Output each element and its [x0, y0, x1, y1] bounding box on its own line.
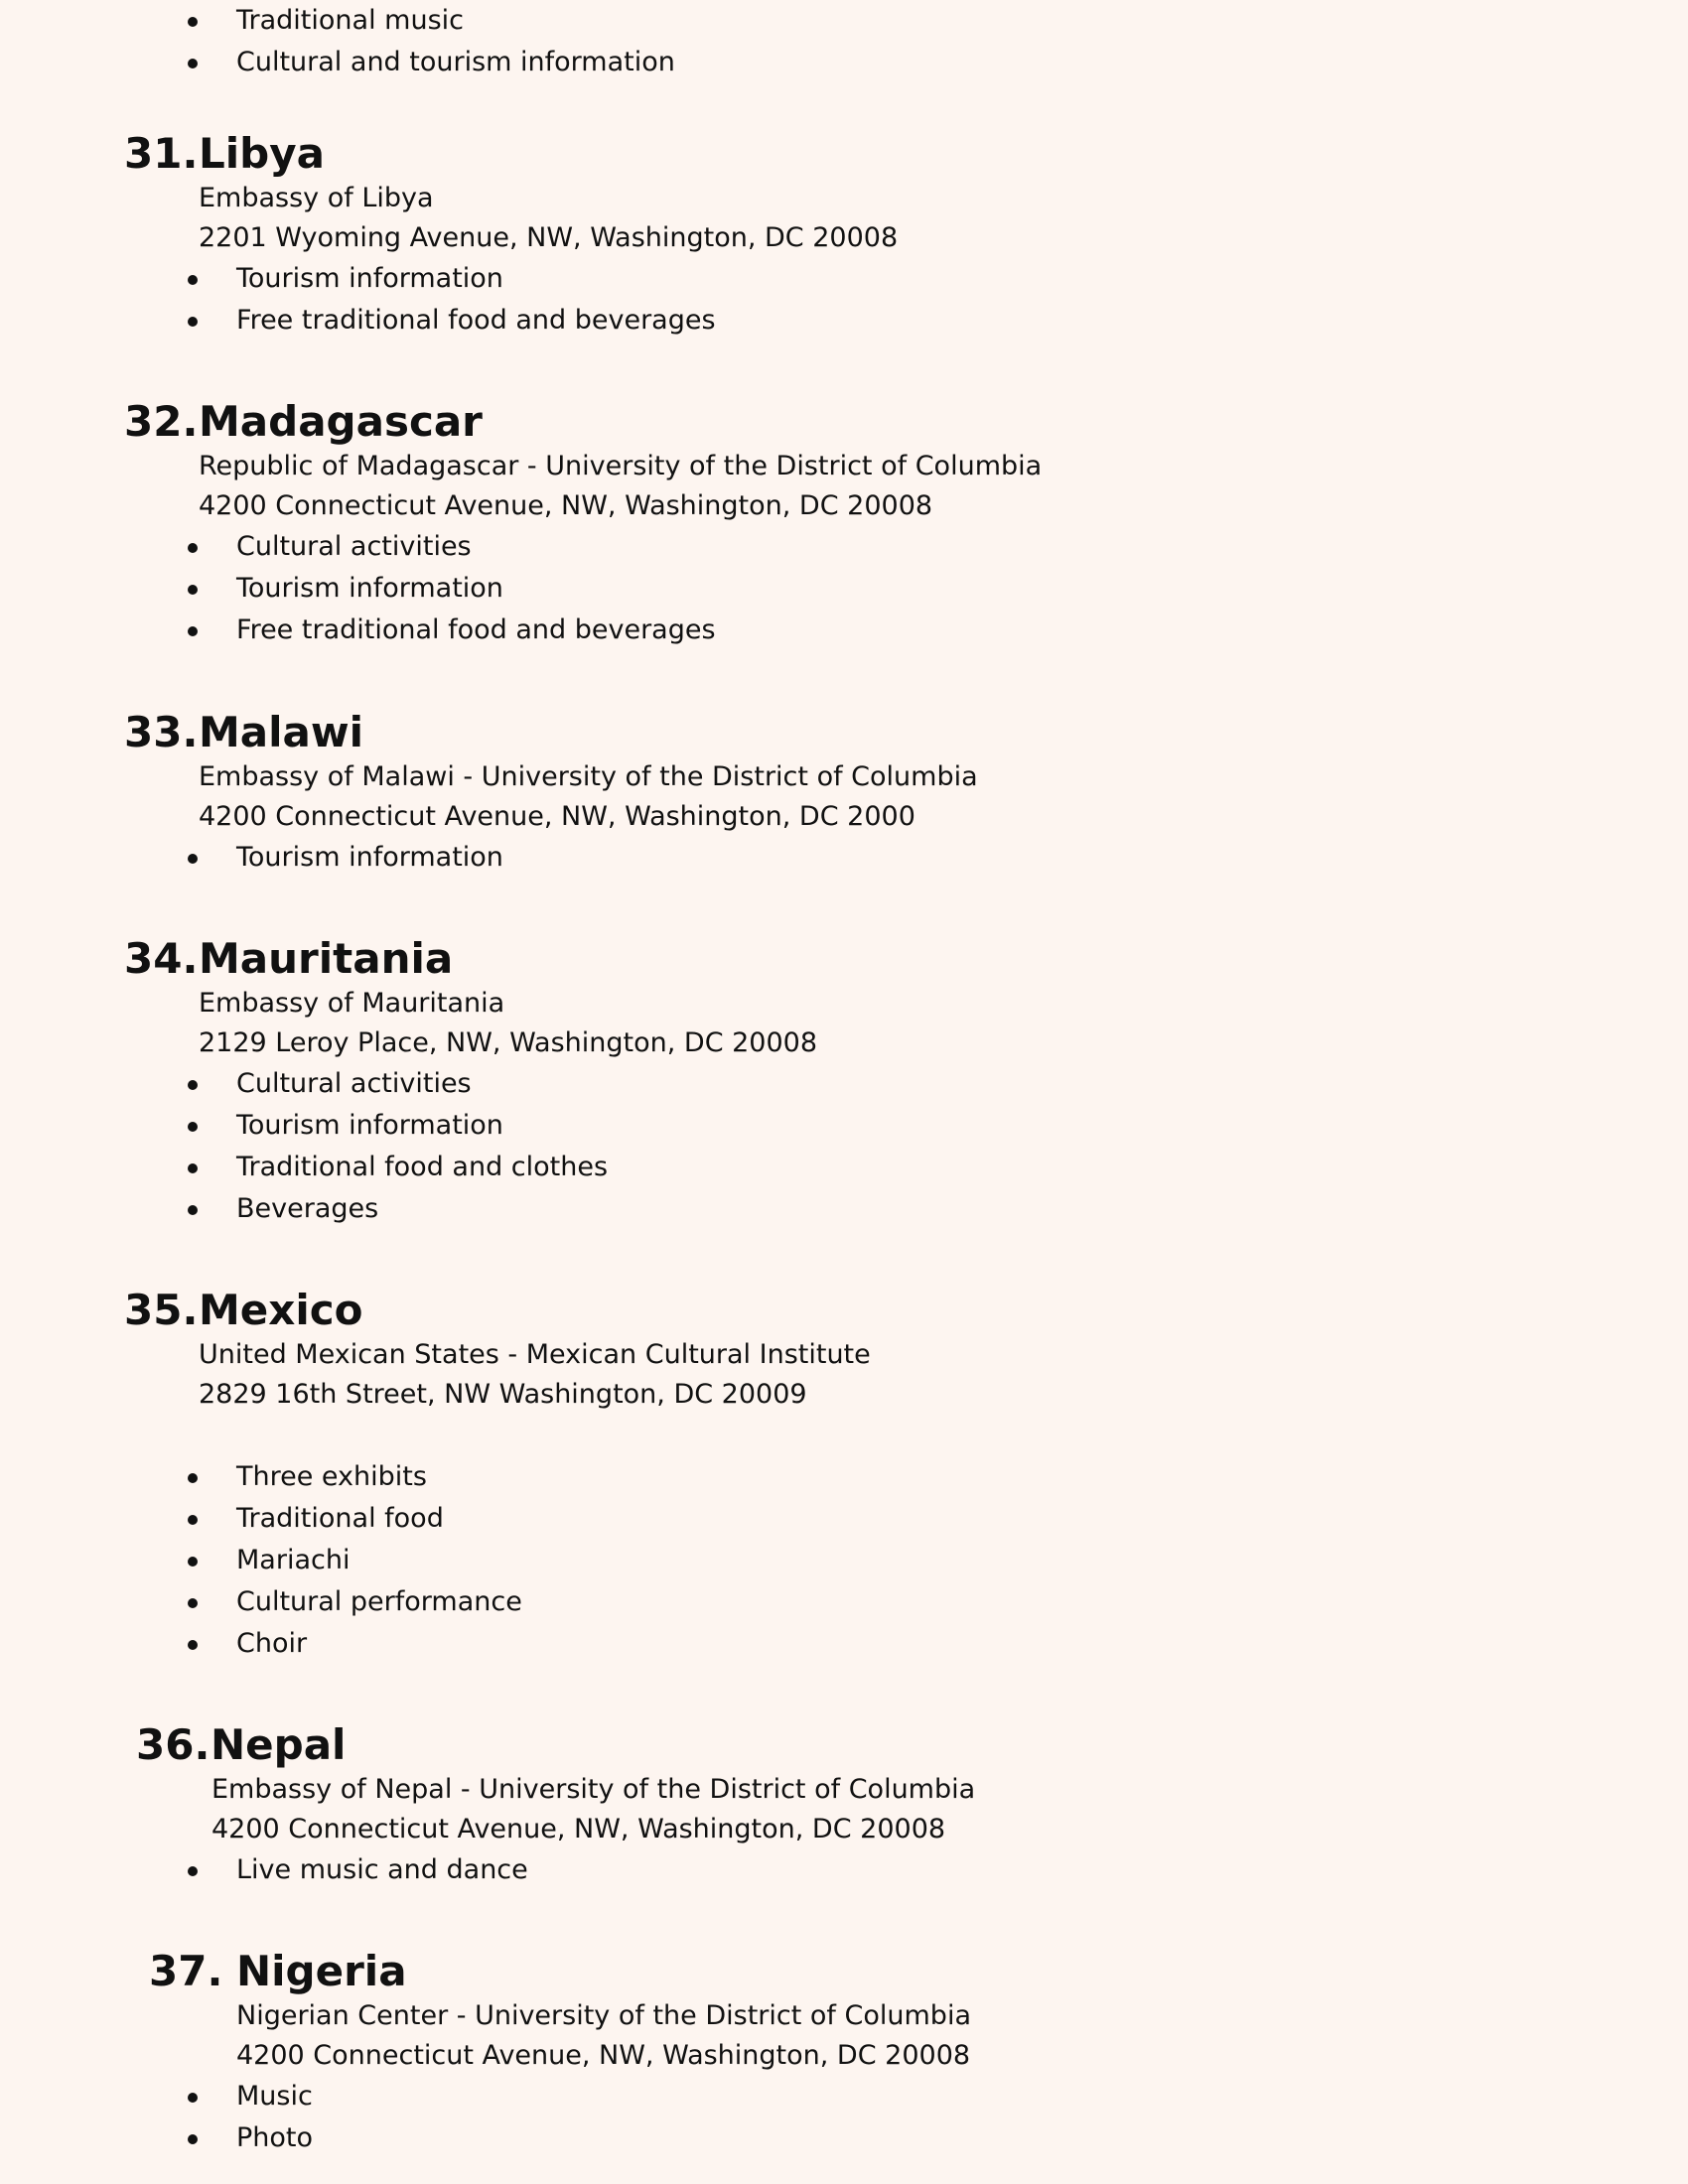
list-item: Traditional food [0, 1498, 1688, 1540]
bullet-icon [188, 543, 198, 553]
bullet-icon [188, 1205, 198, 1215]
section-heading [0, 1286, 1688, 1335]
list-item: Beverages [0, 1188, 1688, 1230]
bullet-icon [188, 1515, 198, 1525]
bullet-icon [188, 1866, 198, 1876]
bullet-icon [188, 585, 198, 595]
section-malawi [0, 708, 1688, 879]
bullet-icon [188, 2093, 198, 2103]
blank-line [0, 1415, 1688, 1456]
bullet-icon [188, 626, 198, 636]
bullet-icon [188, 275, 198, 285]
address-line: 4200 Connecticut Avenue, NW, Washington, DC 20008 [236, 2040, 971, 2071]
list-item: Live music and dance [0, 1849, 1688, 1891]
institution-line: Embassy of Malawi - University of the District of Columbia [199, 761, 978, 792]
address-line: 4200 Connecticut Avenue, NW, Washington, DC 20008 [199, 490, 933, 521]
bullet-icon [188, 2134, 198, 2144]
institution-line: United Mexican States - Mexican Cultural Institute [199, 1339, 871, 1370]
institution-line: Embassy of Nepal - University of the District of Columbia [211, 1774, 976, 1805]
bullet-icon [188, 1557, 198, 1567]
section-heading [0, 1947, 1688, 1996]
list-item: Cultural activities [0, 1063, 1688, 1105]
institution-line: Nigerian Center - University of the District of Columbia [236, 2000, 971, 2031]
section-nigeria [0, 1947, 1688, 2159]
list-item: Cultural activities [0, 526, 1688, 568]
list-item: Tourism information [0, 837, 1688, 879]
section-title: Nigeria [236, 1947, 407, 1995]
institution-line: Embassy of Mauritania [199, 988, 505, 1019]
section-mauritania [0, 934, 1688, 1230]
list-item: Cultural performance [0, 1581, 1688, 1623]
list-item: Tourism information [0, 1105, 1688, 1147]
section-heading [0, 934, 1688, 984]
bullet-icon [188, 17, 198, 27]
list-item: Tourism information [0, 258, 1688, 300]
bullet-icon [188, 59, 198, 68]
section-number: 35. [124, 1286, 199, 1334]
address-line: 2201 Wyoming Avenue, NW, Washington, DC 20008 [199, 222, 899, 253]
section-title: Libya [199, 129, 325, 178]
section-libya [0, 129, 1688, 341]
section-mexico [0, 1286, 1688, 1665]
section-nepal [0, 1720, 1688, 1891]
section-number: 36. [136, 1720, 211, 1769]
bullet-icon [188, 1122, 198, 1132]
list-item: Free traditional food and beverages [0, 300, 1688, 341]
bullet-icon [188, 1080, 198, 1090]
list-item: Three exhibits [0, 1456, 1688, 1498]
section-title: Madagascar [199, 397, 483, 446]
section-madagascar [0, 397, 1688, 651]
section-number: 32. [124, 397, 199, 446]
bullet-icon [188, 1598, 198, 1608]
bullet-icon [188, 317, 198, 327]
section-number: 33. [124, 708, 199, 756]
section-heading [0, 397, 1688, 447]
address-line: 2129 Leroy Place, NW, Washington, DC 20008 [199, 1027, 818, 1058]
section-number: 34. [124, 934, 199, 983]
section-heading [0, 708, 1688, 757]
section-title: Mauritania [199, 934, 454, 983]
list-item: Music [0, 2076, 1688, 2117]
address-line: 4200 Connecticut Avenue, NW, Washington, DC 2000 [199, 801, 915, 832]
address-line: 4200 Connecticut Avenue, NW, Washington, DC 20008 [211, 1814, 946, 1844]
institution-line: Republic of Madagascar - University of the District of Columbia [199, 451, 1043, 481]
bullet-icon [188, 1640, 198, 1650]
list-item: Free traditional food and beverages [0, 610, 1688, 651]
section-heading [0, 1720, 1688, 1770]
document-page: Traditional music Cultural and tourism information 31. Libya Embassy of Libya 2201 Wyoming Avenue, NW, Washington, DC 20008 Tourism information Free traditional food and beverages 32. Madagascar Republic of Madagascar - University of the District of Columbia 4200 Connecticut Avenue, NW, Washington, DC 20008 Cultural activities Tourism information Free traditional food and beverages 33. Malawi Embassy of Malawi - University of the District of Columbia 4200 Connecticut Avenue, NW, Washington, DC 2000 Tourism information 34. Mauritania Embassy of Mauritania 2129 Leroy Place, NW, Washington, DC 20008 Cultural activities Tourism information Traditional food and clothes Beverages 35. Mexico United Mexican States - Mexican Cultural Institute 2829 16th Street, NW Washington, DC 20009 Three exhibits Traditional food Mariachi Cultural performance Choir 36. Nepal Embassy of Nepal - University of the District of Columbia 4200 Connecticut Avenue, NW, Washington, DC 20008 Live music and dance 37. Nigeria Nigerian Center - University of the District of Columbia 4200 Connecticut Avenue, NW, Washington, DC 20008 Music Photo [0, 0, 1688, 2184]
section-title: Nepal [211, 1720, 347, 1769]
institution-line: Embassy of Libya [199, 183, 434, 213]
section-number: 31. [124, 129, 199, 178]
list-item: Mariachi [0, 1540, 1688, 1581]
list-item: Tourism information [0, 568, 1688, 610]
bullet-icon [188, 1473, 198, 1483]
bullet-icon [188, 854, 198, 864]
bullet-icon [188, 1163, 198, 1173]
section-title: Malawi [199, 708, 364, 756]
section-number: 37. [149, 1947, 223, 1995]
list-item: Traditional food and clothes [0, 1147, 1688, 1188]
list-item: Photo [0, 2117, 1688, 2159]
list-item: Choir [0, 1623, 1688, 1665]
section-title: Mexico [199, 1286, 363, 1334]
address-line: 2829 16th Street, NW Washington, DC 20009 [199, 1379, 807, 1410]
section-heading [0, 129, 1688, 179]
